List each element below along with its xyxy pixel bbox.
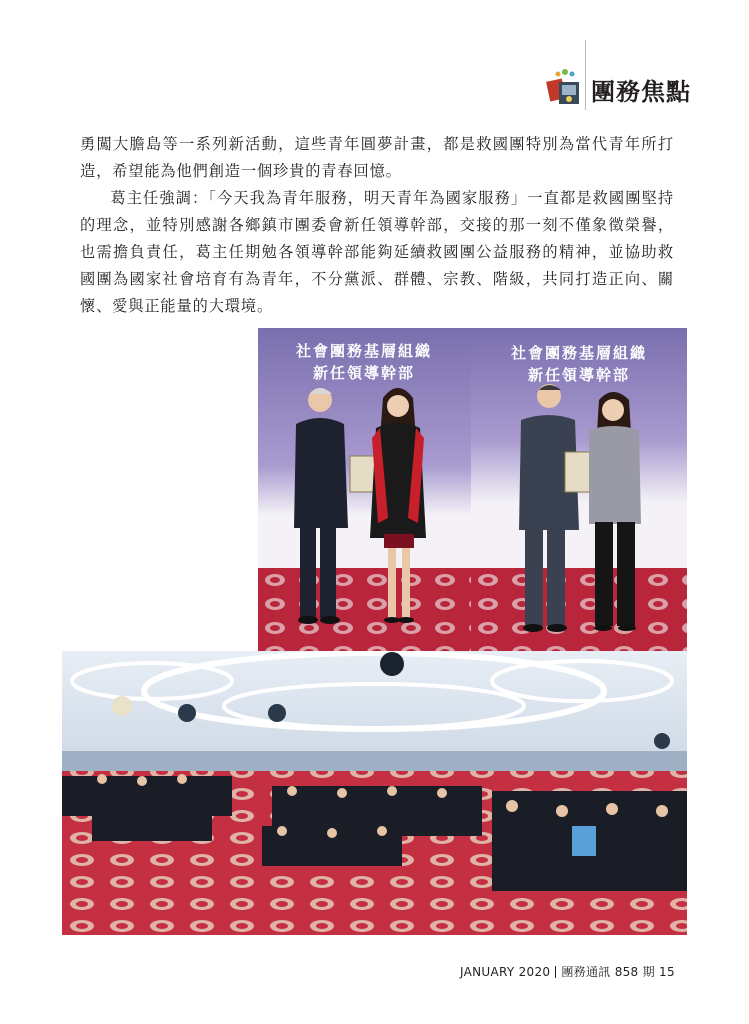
page-number: 15 (659, 965, 675, 979)
magazine-issue: 團務通訊 858 期 (561, 965, 655, 979)
section-divider (585, 40, 586, 110)
page-footer (460, 963, 675, 980)
banquet-hall-photo (62, 651, 687, 935)
section-logo-icon (545, 66, 583, 106)
section-title: 團務焦點 (591, 78, 691, 106)
banner-text: 社會團務基層組織 (295, 342, 433, 360)
paragraph: 葛主任強調：「今天我為青年服務，明天青年為國家服務」一直都是救國團堅持的理念，並特別感謝各鄉鎮市團委會新任領導幹部，交接的那一刻不僅象徵榮譽，也需擔負責任，葛主任期勉各領導幹部能夠延續救國團公益服務的精神，並協助救國團為國家社會培育有為青年，不分黨派、群體、宗教、階級，共同打造正向、關懷、愛與正能量的大環境。 (80, 189, 674, 315)
footer-divider (555, 966, 556, 978)
issue-date: JANUARY 2020 (460, 965, 551, 979)
paragraph: 勇闖大膽島等一系列新活動，這些青年圓夢計畫，都是救國團特別為當代青年所打造，希望能為他們創造一個珍貴的青春回憶。 (80, 135, 674, 180)
banner-text: 社會團務基層組織 (510, 344, 648, 362)
ceremony-photo-1 (258, 328, 471, 651)
article-body (80, 131, 674, 320)
banner-text: 新任領導幹部 (312, 364, 416, 382)
banner-text: 新任領導幹部 (527, 366, 631, 384)
ceremony-photo-2 (471, 328, 687, 651)
